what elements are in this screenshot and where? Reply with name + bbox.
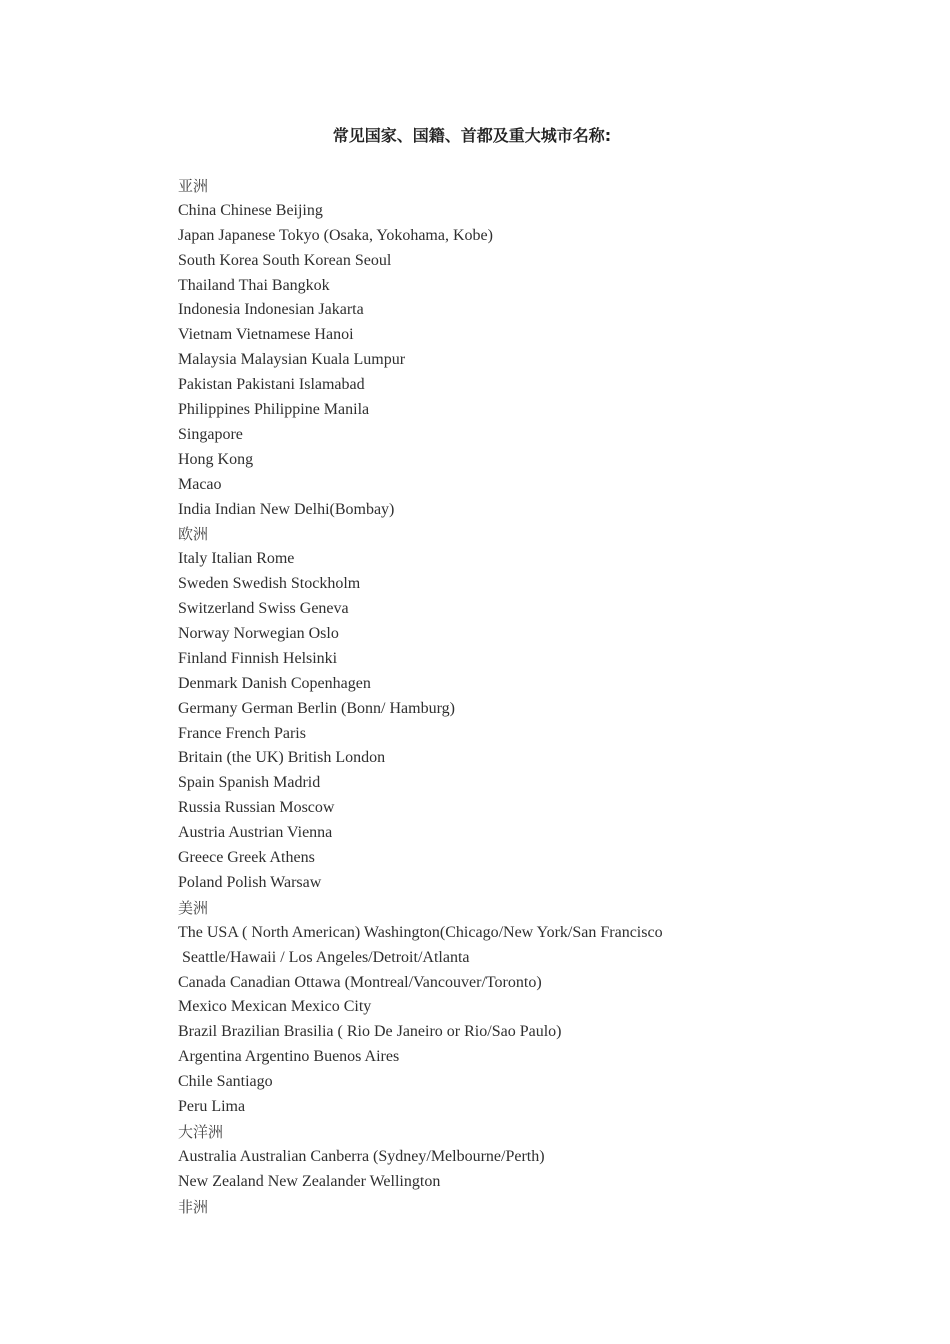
country-entry: Sweden Swedish Stockholm: [178, 575, 361, 593]
country-entry: Peru Lima: [178, 1097, 246, 1115]
country-entry: Indonesia Indonesian Jakarta: [178, 301, 364, 319]
country-entry: South Korea South Korean Seoul: [178, 251, 392, 269]
country-entry: Spain Spanish Madrid: [178, 774, 321, 792]
country-entry: Singapore: [178, 425, 243, 443]
section-heading: 欧洲: [178, 525, 209, 544]
country-entry: Denmark Danish Copenhagen: [178, 674, 371, 692]
section-heading: 亚洲: [178, 177, 209, 195]
country-entry: Russia Russian Moscow: [178, 799, 335, 817]
country-entry: Canada Canadian Ottawa (Montreal/Vancouver/Toronto): [178, 973, 542, 991]
country-entry: The USA ( North American) Washington(Chicago/New York/San Francisco: [178, 923, 663, 941]
document-title: 常见国家、国籍、首都及重大城市名称:: [332, 126, 612, 145]
country-entry: Brazil Brazilian Brasilia ( Rio De Janeiro or Rio/Sao Paulo): [178, 1023, 562, 1041]
country-entry: China Chinese Beijing: [178, 201, 323, 219]
section-heading: 大洋洲: [178, 1122, 224, 1141]
country-entry: Japan Japanese Tokyo (Osaka, Yokohama, Kobe): [178, 226, 493, 244]
country-entry: France French Paris: [178, 724, 306, 742]
country-entry: Philippines Philippine Manila: [178, 401, 370, 419]
country-entry: Norway Norwegian Oslo: [178, 625, 339, 643]
country-entry: Austria Austrian Vienna: [178, 824, 333, 842]
country-entry: Poland Polish Warsaw: [178, 873, 322, 891]
country-entry: Germany German Berlin (Bonn/ Hamburg): [178, 699, 455, 717]
country-entry: New Zealand New Zealander Wellington: [178, 1172, 441, 1190]
country-entry: Switzerland Swiss Geneva: [178, 600, 349, 618]
document-body: [178, 174, 878, 1219]
country-entry: Mexico Mexican Mexico City: [178, 998, 372, 1016]
country-entry: Thailand Thai Bangkok: [178, 276, 330, 294]
country-entry: Finland Finnish Helsinki: [178, 649, 338, 667]
country-entry: Chile Santiago: [178, 1073, 273, 1091]
country-entry: Australia Australian Canberra (Sydney/Melbourne/Perth): [178, 1147, 545, 1165]
country-entry: Malaysia Malaysian Kuala Lumpur: [178, 351, 406, 369]
section-heading: 美洲: [178, 898, 209, 917]
country-entry: India Indian New Delhi(Bombay): [178, 500, 395, 518]
country-entry: Argentina Argentino Buenos Aires: [178, 1048, 400, 1066]
country-entry: Hong Kong: [178, 450, 254, 468]
country-entry: Vietnam Vietnamese Hanoi: [178, 326, 354, 344]
country-entry: Pakistan Pakistani Islamabad: [178, 376, 365, 394]
section-heading: 非洲: [178, 1197, 209, 1216]
country-entry: Britain (the UK) British London: [178, 749, 386, 767]
country-entry: Seattle/Hawaii / Los Angeles/Detroit/Atlanta: [178, 948, 470, 966]
country-entry: Greece Greek Athens: [178, 849, 315, 867]
country-entry: Macao: [178, 475, 222, 493]
country-entry: Italy Italian Rome: [178, 550, 295, 568]
